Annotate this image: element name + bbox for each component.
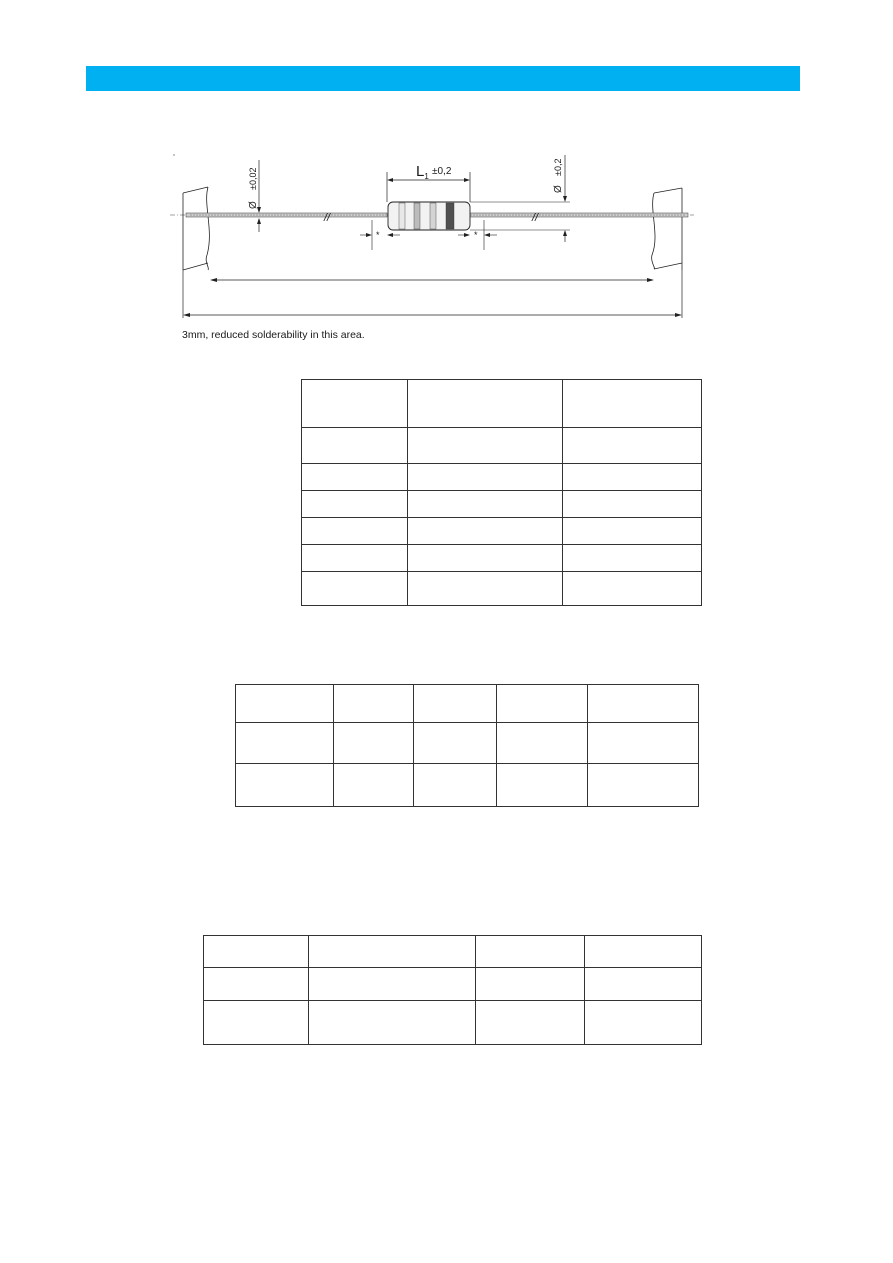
table-cell <box>302 545 408 572</box>
table-cell <box>497 764 588 807</box>
table-cell <box>302 518 408 545</box>
body-diameter-symbol: Ø <box>553 185 564 193</box>
table-cell <box>408 518 563 545</box>
table-cell <box>408 545 563 572</box>
table-cell <box>334 685 414 723</box>
table-row <box>236 723 699 764</box>
table-cell <box>497 723 588 764</box>
table-row <box>302 380 702 428</box>
table-cell <box>302 464 408 491</box>
table-cell <box>302 572 408 606</box>
color-band-2 <box>414 203 420 229</box>
table-cell <box>204 936 309 968</box>
table-row <box>204 936 702 968</box>
table-cell <box>585 1001 702 1045</box>
table-row <box>236 764 699 807</box>
table-cell <box>236 723 334 764</box>
table-cell <box>476 968 585 1001</box>
table-cell <box>563 428 702 464</box>
table-cell <box>236 764 334 807</box>
table-cell <box>408 428 563 464</box>
table-cell <box>302 491 408 518</box>
table-3 <box>203 935 702 1045</box>
table-cell <box>408 464 563 491</box>
overall-span-dimension <box>183 270 682 318</box>
length-dimension <box>387 163 470 202</box>
table-row <box>302 518 702 545</box>
table-cell <box>334 723 414 764</box>
length-tolerance: ±0,2 <box>432 166 452 177</box>
left-clamp-block <box>183 187 209 270</box>
table-row <box>302 491 702 518</box>
asterisk-left: * <box>376 230 380 240</box>
left-lead <box>186 213 387 217</box>
table-2 <box>235 684 699 807</box>
table-cell <box>408 491 563 518</box>
solderability-note: 3mm, reduced solderability in this area. <box>182 329 365 341</box>
table-cell <box>588 723 699 764</box>
body-diameter-dimension <box>470 155 570 242</box>
table-cell <box>302 428 408 464</box>
resistor-body <box>388 202 470 230</box>
table-row <box>204 1001 702 1045</box>
table-cell <box>563 491 702 518</box>
table-row <box>302 428 702 464</box>
table-cell <box>309 1001 476 1045</box>
table-cell <box>588 685 699 723</box>
lead-diameter-dimension <box>248 160 261 232</box>
table-row <box>302 464 702 491</box>
table-cell <box>236 685 334 723</box>
table-cell <box>563 380 702 428</box>
color-band-3 <box>430 203 436 229</box>
break-mark-right: // <box>532 212 539 224</box>
table-cell <box>309 968 476 1001</box>
table-row <box>204 968 702 1001</box>
table-cell <box>204 1001 309 1045</box>
table-1 <box>301 379 702 606</box>
lead-diameter-symbol: Ø <box>248 201 259 209</box>
table-row <box>302 572 702 606</box>
table-cell <box>563 545 702 572</box>
body-diameter-tolerance: ±0,2 <box>553 158 563 176</box>
table-cell <box>309 936 476 968</box>
table-cell <box>476 1001 585 1045</box>
table-cell <box>408 572 563 606</box>
lead-diameter-tolerance: ±0,02 <box>248 167 258 190</box>
table-row <box>236 685 699 723</box>
color-band-1 <box>399 203 405 229</box>
table-cell <box>414 723 497 764</box>
table-cell <box>563 572 702 606</box>
right-lead <box>470 213 688 217</box>
table-cell <box>204 968 309 1001</box>
color-band-4 <box>446 203 454 229</box>
stray-dot <box>173 154 174 155</box>
table-cell <box>476 936 585 968</box>
break-mark-left: // <box>324 212 331 224</box>
resistor-dimension-drawing <box>0 0 893 360</box>
table-cell <box>588 764 699 807</box>
asterisk-right: * <box>474 230 478 240</box>
table-cell <box>563 518 702 545</box>
table-cell <box>408 380 563 428</box>
table-cell <box>414 685 497 723</box>
table-row <box>302 545 702 572</box>
table-cell <box>585 936 702 968</box>
table-cell <box>302 380 408 428</box>
table-cell <box>563 464 702 491</box>
table-cell <box>334 764 414 807</box>
table-cell <box>497 685 588 723</box>
table-cell <box>414 764 497 807</box>
table-cell <box>585 968 702 1001</box>
inner-span-dimension <box>210 278 654 282</box>
length-label: $L_1$ <box>416 163 429 181</box>
right-clamp-block <box>652 188 682 270</box>
